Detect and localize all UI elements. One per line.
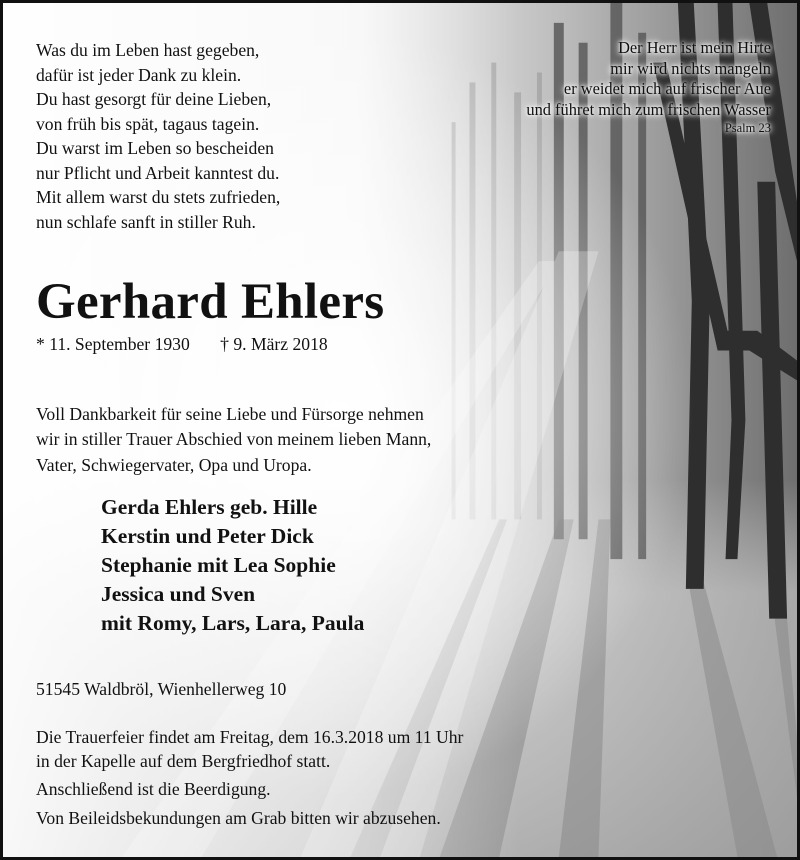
statement-line: Voll Dankbarkeit für seine Liebe und Fürsorge nehmen <box>36 404 424 424</box>
mourner-entry: mit Romy, Lars, Lara, Paula <box>101 611 365 635</box>
poem-line: Du hast gesorgt für deine Lieben, <box>36 89 272 109</box>
psalm-line: mir wird nichts mangeln <box>610 58 771 78</box>
deceased-name: Gerhard Ehlers <box>36 274 385 330</box>
mourning-statement <box>36 402 431 478</box>
poem-line: Was du im Leben hast gegeben, <box>36 40 260 60</box>
psalm-line: er weidet mich auf frischer Aue <box>563 79 771 98</box>
service-line: in der Kapelle auf dem Bergfriedhof statt. <box>36 751 331 772</box>
statement-line: wir in stiller Trauer Abschied von meinem lieben Mann, <box>36 429 432 450</box>
birth-date: * 11. September 1930 <box>36 334 190 354</box>
funeral-details <box>36 725 463 834</box>
family-address: 51545 Waldbröl, Wienhellerweg 10 <box>36 679 287 699</box>
condolence-note: Von Beileidsbekundungen am Grab bitten wir abzusehen. <box>36 807 441 828</box>
psalm-quote <box>526 38 771 136</box>
service-info <box>36 725 463 773</box>
poem-line: dafür ist jeder Dank zu klein. <box>36 64 242 85</box>
mourner-entry: Kerstin und Peter Dick <box>101 524 314 548</box>
notice-content <box>3 3 797 857</box>
life-dates <box>36 332 328 356</box>
poem-line: nun schlafe sanft in stiller Ruh. <box>36 211 256 232</box>
mourner-entry: Stephanie mit Lea Sophie <box>101 553 336 577</box>
death-date: † 9. März 2018 <box>220 334 328 354</box>
poem-line: von früh bis spät, tagaus tagein. <box>36 113 260 134</box>
mourner-entry: Gerda Ehlers geb. Hille <box>101 495 318 519</box>
psalm-line: und führet mich zum frischen Wasser <box>526 99 771 119</box>
memorial-poem <box>36 38 280 234</box>
mourner-entry: Jessica und Sven <box>101 582 256 606</box>
service-line: Die Trauerfeier findet am Freitag, dem 16.3.2018 um 11 Uhr <box>36 727 464 747</box>
statement-line: Vater, Schwiegervater, Opa und Uropa. <box>36 454 312 475</box>
poem-line: nur Pflicht und Arbeit kanntest du. <box>36 162 280 183</box>
psalm-reference: Psalm 23 <box>724 121 771 135</box>
mourners-list <box>101 493 364 638</box>
poem-line: Du warst im Leben so bescheiden <box>36 138 274 158</box>
poem-line: Mit allem warst du stets zufrieden, <box>36 187 281 207</box>
burial-info: Anschließend ist die Beerdigung. <box>36 779 271 800</box>
psalm-line: Der Herr ist mein Hirte <box>618 38 771 57</box>
